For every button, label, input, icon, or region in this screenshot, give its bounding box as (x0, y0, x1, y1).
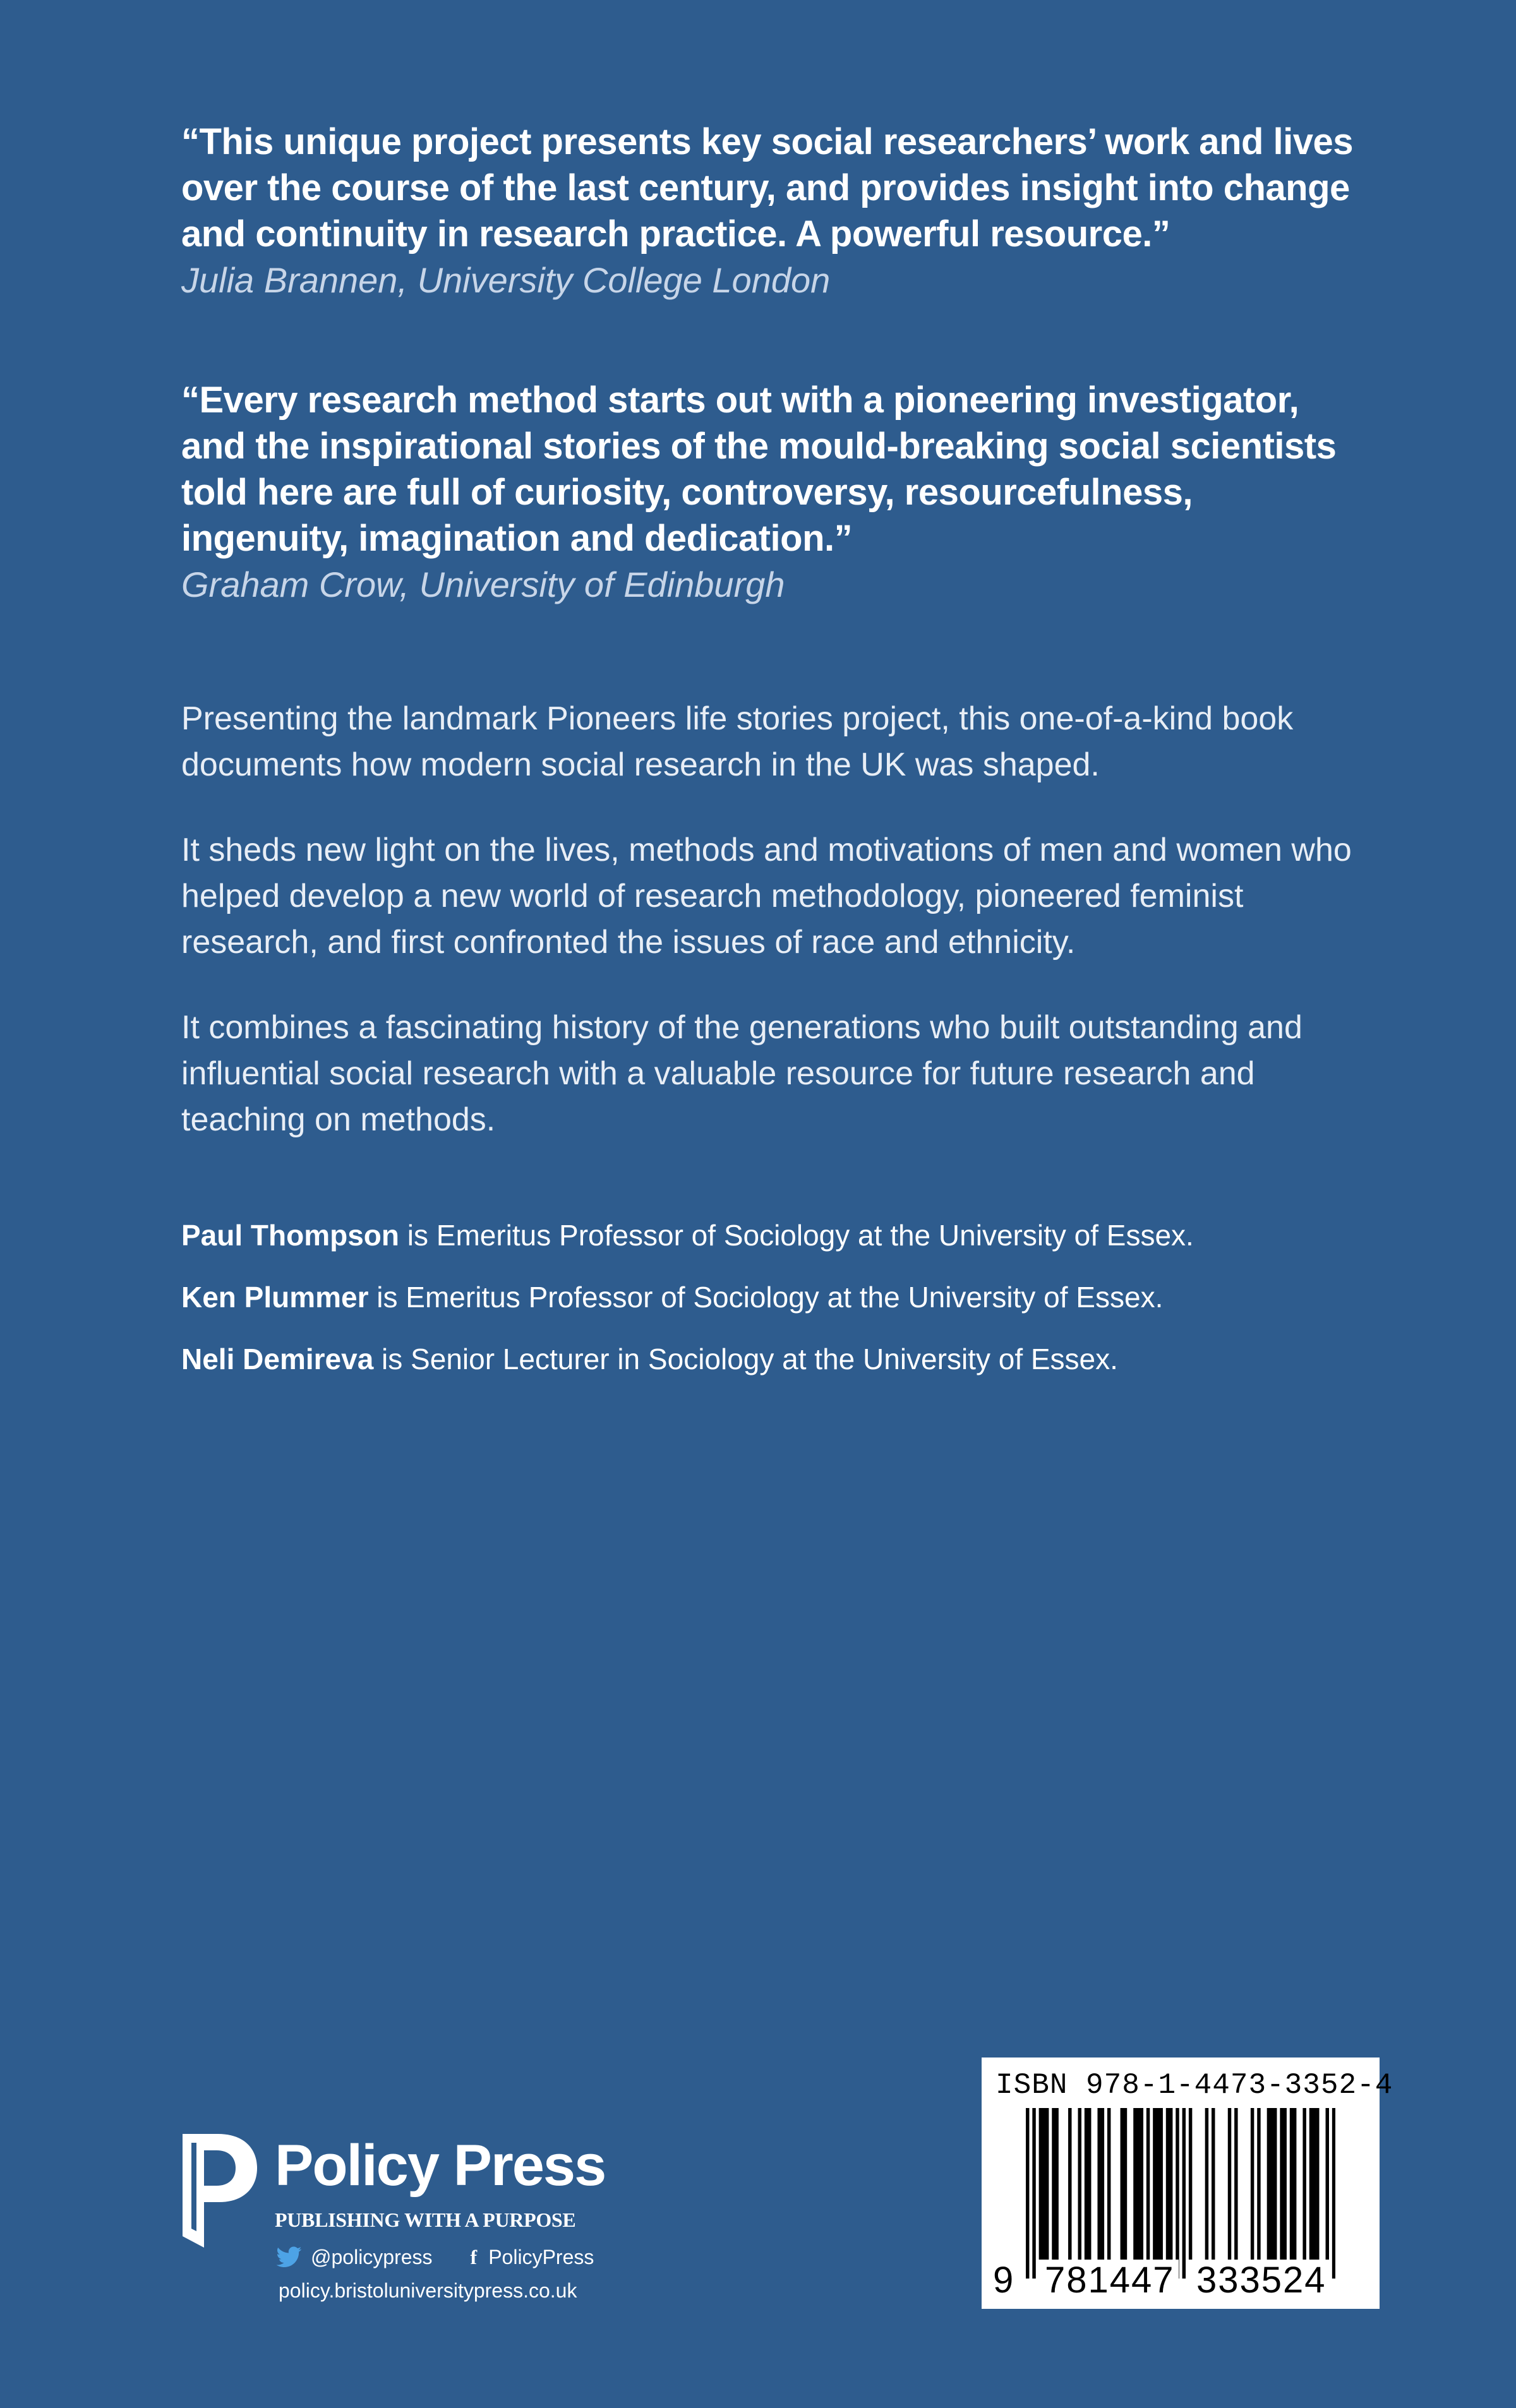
facebook-handle: PolicyPress (488, 2245, 594, 2268)
barcode-bar (1273, 2108, 1277, 2260)
barcode-bar (1257, 2108, 1260, 2260)
barcode-bar (1182, 2108, 1186, 2279)
barcode-digit-first: 9 (993, 2260, 1015, 2301)
quote-text: “This unique project presents key social researchers’ work and lives over the course of the last century, and provides insight into change and continuity in research practice. A powerful resource.” (181, 121, 1354, 255)
barcode-bar (1039, 2108, 1042, 2260)
barcode-bar (1085, 2108, 1088, 2260)
publisher-logo (179, 2131, 659, 2321)
barcode-bar (1140, 2108, 1143, 2260)
barcode-bar (1205, 2108, 1208, 2260)
barcode-bar (1316, 2108, 1319, 2260)
barcode-bar (1121, 2108, 1124, 2260)
barcode-bar (1042, 2108, 1045, 2260)
barcode-bar (1136, 2108, 1140, 2260)
barcode-bar (1055, 2108, 1058, 2260)
barcode-bar (1332, 2108, 1335, 2279)
barcode-bar (1234, 2108, 1237, 2260)
barcode-bar (1309, 2108, 1313, 2260)
barcode-bars (1026, 2108, 1335, 2279)
facebook-icon: f (470, 2245, 478, 2268)
barcode-bar (1026, 2108, 1029, 2279)
barcode-bar (1078, 2108, 1081, 2260)
publisher-name: Policy Press (275, 2133, 606, 2198)
author-bios (181, 1218, 1356, 1377)
barcode-bar (1159, 2108, 1162, 2260)
author-bio (181, 1218, 1356, 1253)
author-bio-text: is Emeritus Professor of Sociology at the University of Essex. (368, 1281, 1164, 1314)
barcode-bar (1313, 2108, 1316, 2260)
author-name: Neli Demireva (181, 1343, 374, 1375)
description-paragraph: Presenting the landmark Pioneers life stories project, this one-of-a-kind book documents how modern social research in the UK was shaped. (181, 700, 1294, 783)
book-description (181, 696, 1356, 1143)
policy-press-p-logo-icon (179, 2131, 261, 2250)
barcode-bar (1270, 2108, 1273, 2260)
barcode-bar (1107, 2108, 1110, 2260)
barcode-bar (1189, 2108, 1192, 2260)
barcode-digits-right: 333524 (1193, 2260, 1330, 2301)
barcode-bar (1156, 2108, 1159, 2260)
author-name: Paul Thompson (181, 1219, 399, 1252)
publisher-tagline: PUBLISHING WITH A PURPOSE (275, 2208, 576, 2231)
quote-text: “Every research method starts out with a pioneering investigator, and the inspirational stories of the mould-breaking social scientists told here are full of curiosity, controversy, resourcefulness, ingenuity, imagination and dedication.” (181, 380, 1337, 559)
barcode-bar (1293, 2108, 1296, 2260)
barcode-bar (1326, 2108, 1329, 2279)
description-paragraph: It combines a fascinating history of the generations who built outstanding and influential social research with a valuable resource for future research and teaching on methods. (181, 1009, 1302, 1138)
back-cover-content (181, 119, 1356, 1403)
barcode-bar (1101, 2108, 1104, 2260)
barcode-bar (1146, 2108, 1150, 2260)
barcode-bar (1176, 2108, 1179, 2279)
author-bio-text: is Emeritus Professor of Sociology at the University of Essex. (399, 1219, 1194, 1252)
quote-attribution: Julia Brannen, University College London (181, 260, 831, 300)
description-paragraph: It sheds new light on the lives, methods and motivations of men and women who helped develop a new world of research methodology, pioneered feminist research, and first confronted the issues of race and ethnicity. (181, 832, 1352, 961)
barcode-bar (1088, 2108, 1091, 2260)
author-bio (181, 1279, 1356, 1315)
endorsement-quote-1 (181, 119, 1356, 303)
barcode-bar (1169, 2108, 1172, 2260)
barcode-bar (1290, 2108, 1293, 2260)
twitter-handle: @policypress (311, 2245, 433, 2268)
barcode-bar (1251, 2108, 1254, 2260)
author-bio-text: is Senior Lecturer in Sociology at the University of Essex. (373, 1343, 1118, 1375)
isbn-label: ISBN 978-1-4473-3352-4 (996, 2069, 1393, 2102)
barcode-bar (1032, 2108, 1035, 2279)
barcode-bar (1052, 2108, 1055, 2260)
author-bio (181, 1341, 1356, 1377)
barcode-bar (1280, 2108, 1283, 2260)
barcode-digits-left: 781447 (1041, 2260, 1179, 2301)
barcode-bar (1124, 2108, 1127, 2260)
social-links (277, 2243, 594, 2271)
endorsement-quote-2 (181, 377, 1356, 608)
barcode-bar (1228, 2108, 1231, 2260)
barcode-bar (1212, 2108, 1215, 2260)
barcode-bar (1097, 2108, 1100, 2260)
quote-attribution: Graham Crow, University of Edinburgh (181, 565, 785, 604)
author-name: Ken Plummer (181, 1281, 369, 1314)
twitter-bird-icon (277, 2246, 302, 2268)
publisher-website: policy.bristoluniversitypress.co.uk (279, 2279, 577, 2302)
barcode-bar (1068, 2108, 1071, 2260)
barcode-bar (1302, 2108, 1306, 2260)
barcode-bar (1153, 2108, 1156, 2260)
barcode-bar (1133, 2108, 1136, 2260)
barcode-bar (1267, 2108, 1270, 2260)
barcode-bar (1045, 2108, 1049, 2260)
isbn-barcode (982, 2058, 1393, 2309)
barcode-bar (1283, 2108, 1286, 2260)
barcode-bar (1166, 2108, 1169, 2260)
